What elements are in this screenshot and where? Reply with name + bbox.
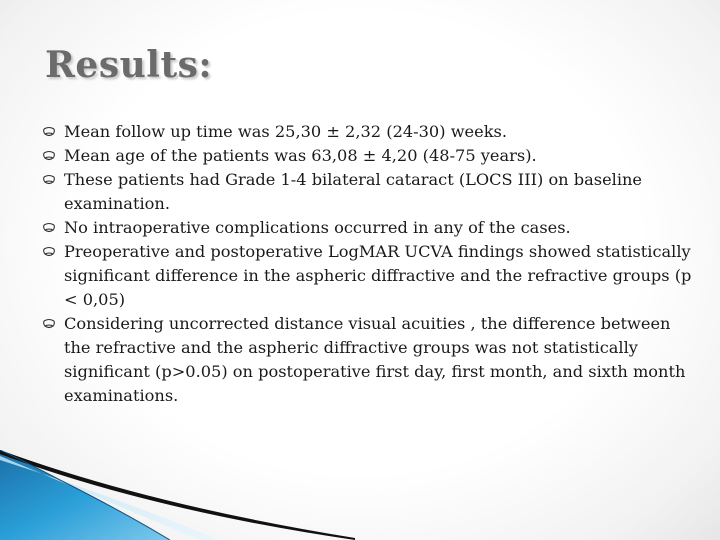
bullet-item <box>44 312 694 408</box>
corner-wave-decoration <box>0 450 360 540</box>
bullet-text: These patients had Grade 1-4 bilateral cataract (LOCS III) on baseline examination. <box>64 170 643 213</box>
bullet-item <box>44 144 694 168</box>
bullet-text: Mean follow up time was 25,30 ± 2,32 (24-30) weeks. <box>64 122 507 141</box>
bullet-text: Preoperative and postoperative LogMAR UCVA findings showed statistically significant difference in the aspheric diffractive and the refractive groups (p < 0,05) <box>64 242 692 309</box>
bullet-text: Mean age of the patients was 63,08 ± 4,20 (48-75 years). <box>64 146 537 165</box>
bullet-item <box>44 240 694 312</box>
bullet-item <box>44 168 694 216</box>
scroll-bullet-icon <box>42 150 56 162</box>
scroll-bullet-icon <box>42 126 56 138</box>
scroll-bullet-icon <box>42 246 56 258</box>
scroll-bullet-icon <box>42 174 56 186</box>
bullet-item <box>44 120 694 144</box>
results-bullet-list <box>44 120 694 408</box>
scroll-bullet-icon <box>42 318 56 330</box>
bullet-text: Considering uncorrected distance visual acuities , the difference between the refractive and the aspheric diffractive groups was not statistically significant (p>0.05) on postoperative first day, first month, and sixth month examinations. <box>64 314 686 405</box>
bullet-text: No intraoperative complications occurred in any of the cases. <box>64 218 571 237</box>
slide-title: Results: <box>45 44 213 86</box>
bullet-item <box>44 216 694 240</box>
scroll-bullet-icon <box>42 222 56 234</box>
